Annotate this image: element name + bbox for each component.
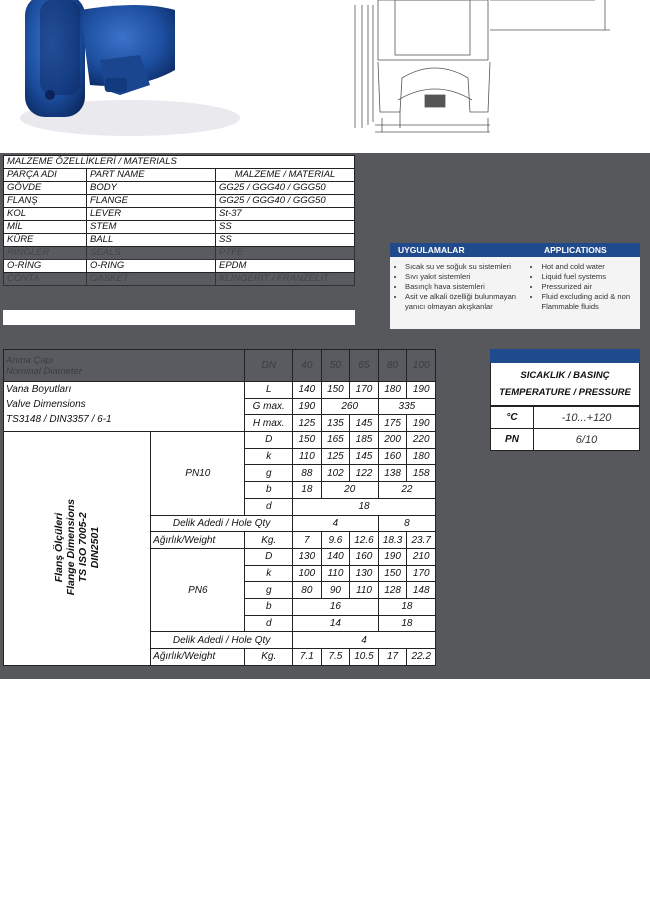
part-en: SEALS bbox=[87, 247, 216, 260]
cell: 170 bbox=[350, 382, 379, 399]
dn-value: 100 bbox=[407, 350, 436, 382]
nominal-diameter-label: Anma Çapı Nominal Diameter bbox=[4, 350, 245, 382]
materials-table bbox=[3, 155, 355, 286]
materials-footer-bar bbox=[3, 310, 355, 325]
cell: 200 bbox=[378, 432, 407, 449]
valve-photo bbox=[0, 0, 340, 150]
temperature-header-bar bbox=[490, 349, 640, 363]
part-tr: MİL bbox=[4, 221, 87, 234]
cell: 12.6 bbox=[350, 532, 379, 549]
material: KLINGERIT / FRANZELIT bbox=[216, 273, 355, 286]
row-label: b bbox=[245, 482, 293, 499]
temperature-title-en: TEMPERATURE / PRESSURE bbox=[499, 387, 631, 398]
cell: 4 bbox=[293, 515, 379, 532]
part-tr: O-RİNG bbox=[4, 260, 87, 273]
applications-title-en: APPLICATIONS bbox=[544, 245, 607, 255]
cell: 23.7 bbox=[407, 532, 436, 549]
cell: 7 bbox=[293, 532, 322, 549]
material-row bbox=[4, 221, 355, 234]
material: PTFE bbox=[216, 247, 355, 260]
list-item: • Hot and cold water bbox=[541, 262, 636, 272]
cell: 22 bbox=[378, 482, 435, 499]
cell: 7.5 bbox=[321, 649, 350, 666]
pn10-weight-label: Ağırlık/Weight bbox=[151, 532, 245, 549]
col-material: MALZEME / MATERIAL bbox=[216, 169, 355, 182]
dn-value: 50 bbox=[321, 350, 350, 382]
cell: 170 bbox=[407, 565, 436, 582]
cell: 18 bbox=[293, 482, 322, 499]
temperature-title bbox=[490, 363, 640, 406]
part-en: STEM bbox=[87, 221, 216, 234]
valve-label-2: Valve Dimensions bbox=[6, 399, 86, 410]
dn-label: DN bbox=[245, 350, 293, 382]
material-row bbox=[4, 234, 355, 247]
cell: 80 bbox=[293, 582, 322, 599]
cell: 16 bbox=[293, 598, 379, 615]
cell: 180 bbox=[407, 448, 436, 465]
cell: 190 bbox=[407, 382, 436, 399]
applications-box bbox=[390, 243, 640, 329]
part-tr: CONTA bbox=[4, 273, 87, 286]
material: SS bbox=[216, 234, 355, 247]
valve-dimensions-label bbox=[4, 382, 245, 432]
part-tr: KOL bbox=[4, 208, 87, 221]
material: GG25 / GGG40 / GGG50 bbox=[216, 182, 355, 195]
cell: 220 bbox=[407, 432, 436, 449]
cell: 20 bbox=[321, 482, 378, 499]
cell: 14 bbox=[293, 615, 379, 632]
cell: 135 bbox=[321, 415, 350, 432]
part-en: BODY bbox=[87, 182, 216, 195]
pn6-holes-label: Delik Adedi / Hole Qty bbox=[151, 632, 293, 649]
material: EPDM bbox=[216, 260, 355, 273]
material-row bbox=[4, 247, 355, 260]
cell: 4 bbox=[293, 632, 436, 649]
list-item: • Sıvı yakıt sistemleri bbox=[405, 272, 530, 282]
temperature-pressure-box bbox=[490, 349, 640, 451]
cell: 190 bbox=[378, 548, 407, 565]
material-row bbox=[4, 273, 355, 286]
cell: 7.1 bbox=[293, 649, 322, 666]
part-tr: GÖVDE bbox=[4, 182, 87, 195]
cell: 190 bbox=[407, 415, 436, 432]
applications-list-en bbox=[530, 262, 636, 312]
cell: 185 bbox=[350, 432, 379, 449]
temperature-title-tr: SICAKLIK / BASINÇ bbox=[520, 370, 610, 381]
pn6-weight-label: Ağırlık/Weight bbox=[151, 649, 245, 666]
flange-label-text: Flanş Ölçüleri Flange Dimensions TS ISO 7005-2 DIN2501 bbox=[53, 498, 102, 596]
row-label: L bbox=[245, 382, 293, 399]
part-en: LEVER bbox=[87, 208, 216, 221]
row-label: k bbox=[245, 565, 293, 582]
cell: 100 bbox=[293, 565, 322, 582]
cell: 335 bbox=[378, 398, 435, 415]
material: GG25 / GGG40 / GGG50 bbox=[216, 195, 355, 208]
cell: 158 bbox=[407, 465, 436, 482]
cell: 148 bbox=[407, 582, 436, 599]
part-en: GASKET bbox=[87, 273, 216, 286]
applications-list-tr bbox=[394, 262, 530, 312]
applications-title-tr: UYGULAMALAR bbox=[398, 245, 465, 255]
cell: 150 bbox=[321, 382, 350, 399]
cell: 130 bbox=[293, 548, 322, 565]
weight-unit: Kg. bbox=[245, 649, 293, 666]
cell: 145 bbox=[350, 415, 379, 432]
cell: 18 bbox=[378, 615, 435, 632]
dimensions-table bbox=[3, 349, 436, 666]
pressure-value: 6/10 bbox=[534, 429, 640, 451]
cell: 18 bbox=[378, 598, 435, 615]
list-item: • Sıcak su ve soğuk su sistemleri bbox=[405, 262, 530, 272]
col-part-en: PART NAME bbox=[87, 169, 216, 182]
material-row bbox=[4, 260, 355, 273]
row-label: g bbox=[245, 582, 293, 599]
material: SS bbox=[216, 221, 355, 234]
dn-value: 65 bbox=[350, 350, 379, 382]
pn6-label: PN6 bbox=[151, 548, 245, 631]
cell: 88 bbox=[293, 465, 322, 482]
cell: 125 bbox=[321, 448, 350, 465]
row-label: H max. bbox=[245, 415, 293, 432]
cell: 130 bbox=[350, 565, 379, 582]
cell: 150 bbox=[293, 432, 322, 449]
cell: 17 bbox=[378, 649, 407, 666]
material-row bbox=[4, 195, 355, 208]
part-tr: KÜRE bbox=[4, 234, 87, 247]
cell: 160 bbox=[378, 448, 407, 465]
row-label: g bbox=[245, 465, 293, 482]
cell: 160 bbox=[350, 548, 379, 565]
valve-label-1: Vana Boyutları bbox=[6, 384, 72, 395]
part-tr: RİNGLER bbox=[4, 247, 87, 260]
list-item: • Fluid excluding acid & non Flammable fluids bbox=[541, 292, 636, 312]
cell: 9.6 bbox=[321, 532, 350, 549]
row-label: k bbox=[245, 448, 293, 465]
cell: 140 bbox=[293, 382, 322, 399]
cell: 145 bbox=[350, 448, 379, 465]
cell: 18 bbox=[293, 498, 436, 515]
row-label: d bbox=[245, 615, 293, 632]
pn10-label: PN10 bbox=[151, 432, 245, 515]
pressure-key: PN bbox=[491, 429, 534, 451]
cell: 190 bbox=[293, 398, 322, 415]
part-en: O-RING bbox=[87, 260, 216, 273]
part-tr: FLANŞ bbox=[4, 195, 87, 208]
cell: 90 bbox=[321, 582, 350, 599]
list-item: • Basınçlı hava sistemleri bbox=[405, 282, 530, 292]
cell: 260 bbox=[321, 398, 378, 415]
cell: 22.2 bbox=[407, 649, 436, 666]
cell: 110 bbox=[293, 448, 322, 465]
cell: 165 bbox=[321, 432, 350, 449]
list-item: • Pressurized air bbox=[541, 282, 636, 292]
cell: 110 bbox=[321, 565, 350, 582]
row-label: b bbox=[245, 598, 293, 615]
row-label: D bbox=[245, 548, 293, 565]
cell: 138 bbox=[378, 465, 407, 482]
valve-label-3: TS3148 / DIN3357 / 6-1 bbox=[6, 414, 112, 425]
cell: 10.5 bbox=[350, 649, 379, 666]
col-part-tr: PARÇA ADI bbox=[4, 169, 87, 182]
dn-value: 40 bbox=[293, 350, 322, 382]
applications-header bbox=[390, 243, 640, 257]
materials-title: MALZEME ÖZELLİKLERİ / MATERIALS bbox=[4, 156, 355, 169]
list-item: • Liquid fuel systems bbox=[541, 272, 636, 282]
cell: 125 bbox=[293, 415, 322, 432]
cell: 175 bbox=[378, 415, 407, 432]
row-label: G max. bbox=[245, 398, 293, 415]
cell: 122 bbox=[350, 465, 379, 482]
cell: 210 bbox=[407, 548, 436, 565]
cell: 140 bbox=[321, 548, 350, 565]
cell: 110 bbox=[350, 582, 379, 599]
list-item: • Asit ve alkali özelliği bulunmayan yanıcı olmayan akışkanlar bbox=[405, 292, 530, 312]
technical-drawing bbox=[340, 0, 650, 150]
weight-unit: Kg. bbox=[245, 532, 293, 549]
part-en: BALL bbox=[87, 234, 216, 247]
temperature-key: °C bbox=[491, 407, 534, 429]
pn10-holes-label: Delik Adedi / Hole Qty bbox=[151, 515, 293, 532]
cell: 18.3 bbox=[378, 532, 407, 549]
material-row bbox=[4, 182, 355, 195]
dn-value: 80 bbox=[378, 350, 407, 382]
material: St-37 bbox=[216, 208, 355, 221]
row-label: D bbox=[245, 432, 293, 449]
material-row bbox=[4, 208, 355, 221]
temperature-value: -10...+120 bbox=[534, 407, 640, 429]
cell: 180 bbox=[378, 382, 407, 399]
cell: 102 bbox=[321, 465, 350, 482]
flange-dimensions-label bbox=[4, 432, 151, 666]
cell: 128 bbox=[378, 582, 407, 599]
cell: 150 bbox=[378, 565, 407, 582]
part-en: FLANGE bbox=[87, 195, 216, 208]
row-label: d bbox=[245, 498, 293, 515]
cell: 8 bbox=[378, 515, 435, 532]
